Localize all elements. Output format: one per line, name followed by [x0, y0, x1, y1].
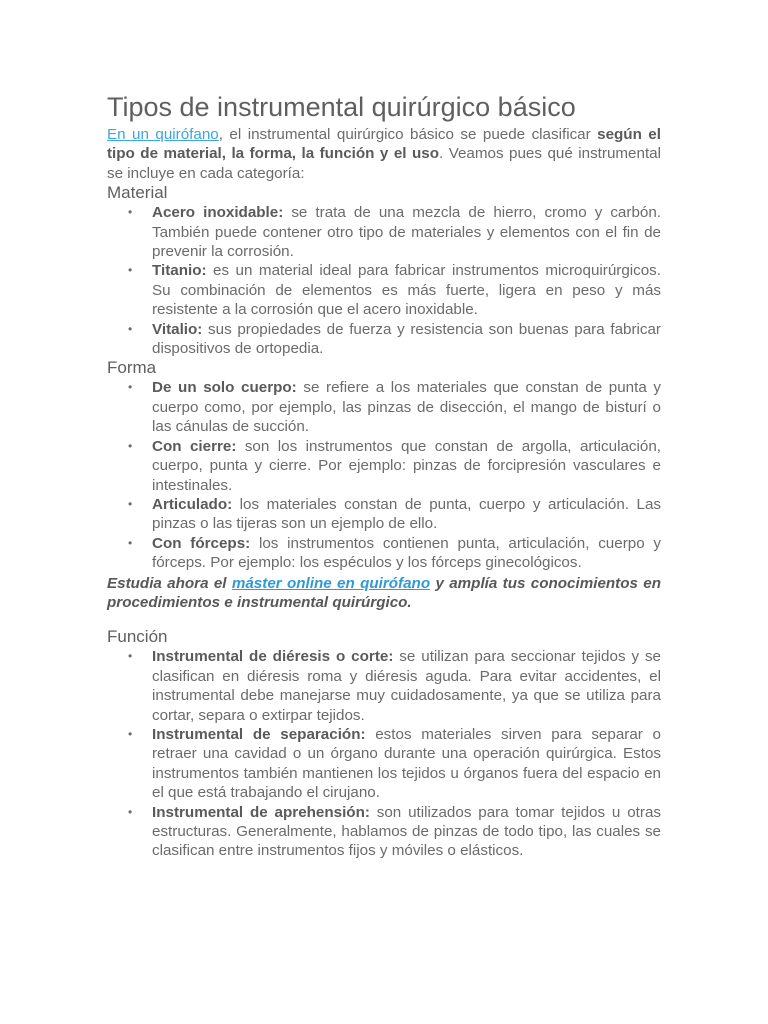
promo-text-2: y amplía tus conocimientos en procedimientos e instrumental quirúrgico. — [107, 574, 661, 611]
list-item — [107, 261, 661, 319]
promo-link[interactable]: máster online en quirófano — [231, 574, 431, 592]
list-item — [107, 378, 661, 436]
item-term: Instrumental de separación: — [152, 725, 366, 743]
item-term: Acero inoxidable: — [152, 204, 284, 222]
item-term: Titanio: — [152, 262, 207, 280]
list-item — [107, 534, 661, 573]
list-item — [107, 320, 661, 359]
intro-text-2: . Veamos pues qué instrumental se incluye en cada categoría: — [107, 145, 661, 182]
item-term: Articulado: — [152, 495, 233, 513]
page-title: Tipos de instrumental quirúrgico básico — [107, 92, 576, 122]
item-desc: se refiere a los materiales que constan de punta y cuerpo como, por ejemplo, las pinzas de disección, el mango de bisturí o las cánulas de succión. — [152, 379, 661, 436]
item-desc: estos materiales sirven para separar o retraer una cavidad o un órgano durante una operación quirúrgica. Estos instrumentos también mantienen los tejidos u órganos fuera del espacio en el que está trabajando el cirujano. — [152, 725, 661, 802]
list-item — [107, 495, 661, 534]
list-item — [107, 647, 661, 725]
item-term: Con fórceps: — [152, 534, 251, 552]
item-desc: los instrumentos contienen punta, articulación, cuerpo y fórceps. Por ejemplo: los espéculos y los fórceps ginecológicos. — [152, 534, 661, 572]
list-item — [107, 437, 661, 495]
item-desc: se utilizan para seccionar tejidos y se clasifican en diéresis roma y diéresis aguda. Para evitar accidentes, el instrumental debe manejarse muy cuidadosamente, ya que se utiliza para cortar, separa o extirpar tejidos. — [152, 648, 661, 724]
list-item — [107, 803, 661, 861]
list-forma — [107, 378, 661, 572]
section-heading-forma: Forma — [107, 358, 157, 378]
item-term: De un solo cuerpo: — [152, 379, 297, 397]
list-material — [107, 203, 661, 358]
item-term: Instrumental de aprehensión: — [152, 803, 370, 821]
item-term: Vitalio: — [152, 320, 203, 338]
item-desc: sus propiedades de fuerza y resistencia son buenas para fabricar dispositivos de ortopedia. — [152, 320, 661, 358]
section-heading-material: Material — [107, 183, 168, 203]
item-term: Con cierre: — [152, 437, 237, 455]
item-desc: son los instrumentos que constan de argolla, articulación, cuerpo, punta y cierre. Por ejemplo: pinzas de forcipresión vasculares e intestinales. — [152, 437, 661, 494]
item-term: Instrumental de diéresis o corte: — [152, 648, 394, 666]
item-desc: son utilizados para tomar tejidos u otras estructuras. Generalmente, hablamos de pinzas de todo tipo, las cuales se clasifican entre instrumentos fijos y móviles o elásticos. — [152, 803, 661, 860]
intro-text-1: , el instrumental quirúrgico básico se puede clasificar — [218, 126, 598, 143]
promo-paragraph — [107, 574, 661, 613]
section-heading-funcion: Función — [107, 627, 168, 647]
list-item — [107, 725, 661, 803]
list-funcion — [107, 647, 661, 860]
item-desc: se trata de una mezcla de hierro, cromo y carbón. También puede contener otro tipo de materiales y elementos con el fin de prevenir la corrosión. — [152, 204, 662, 261]
item-desc: es un material ideal para fabricar instrumentos microquirúrgicos. Su combinación de elementos es más fuerte, ligera en peso y más resistente a la corrosión que el acero inoxidable. — [152, 262, 661, 319]
promo-text-1: Estudia ahora el — [107, 574, 232, 592]
spacer — [107, 612, 661, 627]
list-item — [107, 203, 661, 261]
item-desc: los materiales constan de punta, cuerpo y articulación. Las pinzas o las tijeras son un ejemplo de ello. — [152, 495, 661, 533]
intro-bold: según el tipo de material, la forma, la función y el uso — [107, 126, 661, 163]
intro-paragraph — [107, 125, 661, 183]
intro-link[interactable]: En un quirófano — [107, 126, 219, 143]
